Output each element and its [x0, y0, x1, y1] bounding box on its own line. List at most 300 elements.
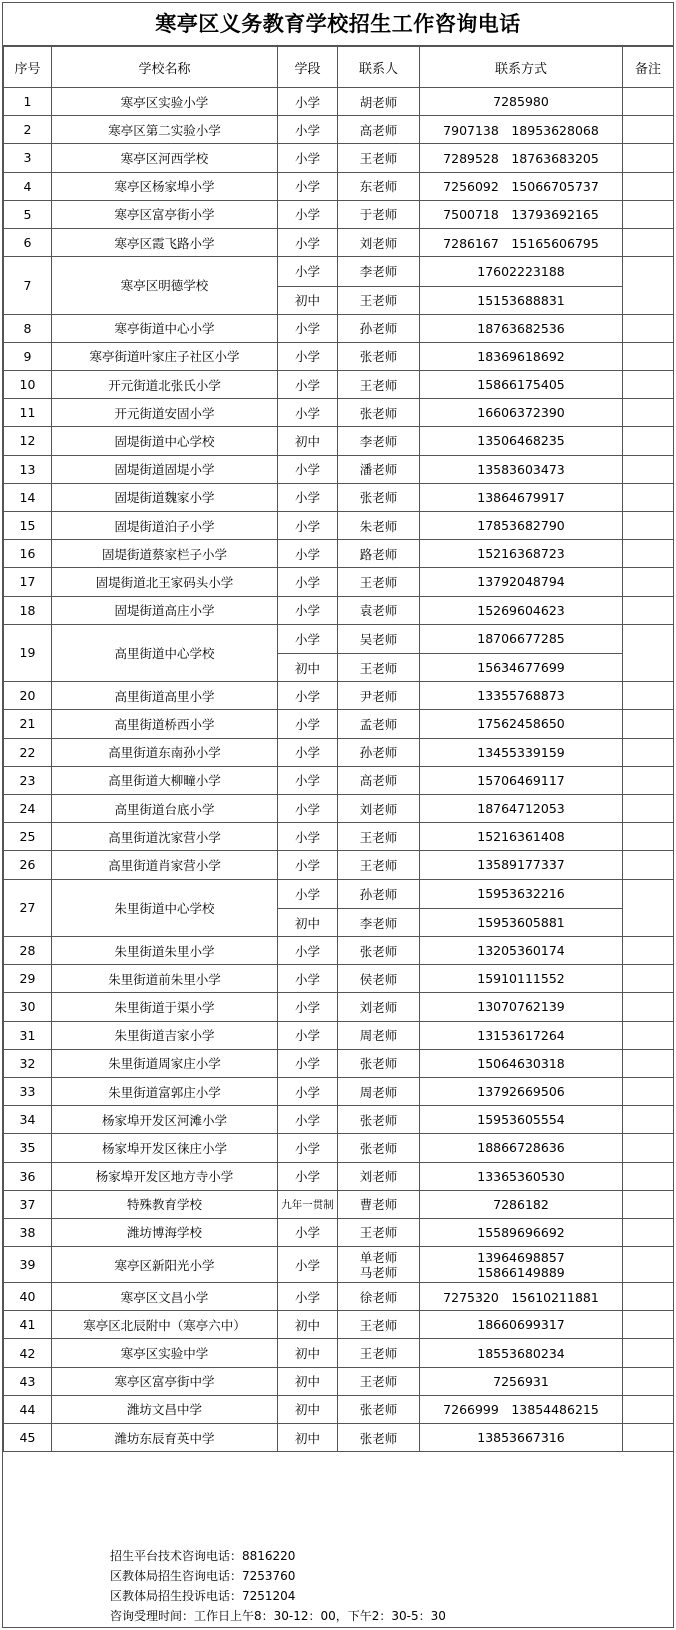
contact-person: 张老师: [338, 1424, 420, 1452]
remark: [623, 511, 674, 539]
contact-phone: 15064630318: [420, 1049, 623, 1077]
table-row: [4, 88, 674, 116]
school-name: 高里街道东南孙小学: [52, 738, 278, 766]
table-row: [4, 1339, 674, 1367]
remark: [623, 483, 674, 511]
contact-phone: 15866175405: [420, 371, 623, 399]
contact-phone: 13070762139: [420, 993, 623, 1021]
remark: [623, 1190, 674, 1218]
footer-line: 咨询受理时间：工作日上午8：30-12：00，下午2：30-5：30: [110, 1609, 446, 1623]
remark: [623, 257, 674, 315]
page-title: 寒亭区义务教育学校招生工作咨询电话: [3, 3, 673, 46]
contact-person: 张老师: [338, 399, 420, 427]
table-row: [4, 342, 674, 370]
contact-person: 张老师: [338, 937, 420, 965]
remark: [623, 965, 674, 993]
school-stage: 小学: [278, 116, 338, 144]
school-name: 固堤街道固堤小学: [52, 455, 278, 483]
school-stage: 小学: [278, 624, 338, 654]
school-stage: 小学: [278, 511, 338, 539]
contact-person: 曹老师: [338, 1190, 420, 1218]
school-stage: 小学: [278, 88, 338, 116]
school-stage: 初中: [278, 1395, 338, 1423]
remark: [623, 596, 674, 624]
row-number: 23: [4, 766, 52, 794]
school-name: 寒亭街道中心小学: [52, 314, 278, 342]
table-row: [4, 483, 674, 511]
school-name: 固堤街道北王家码头小学: [52, 568, 278, 596]
contact-person: 王老师: [338, 851, 420, 879]
school-name: 寒亭区河西学校: [52, 144, 278, 172]
row-number: 11: [4, 399, 52, 427]
table-row: [4, 371, 674, 399]
footer-line: 招生平台技术咨询电话：8816220: [110, 1549, 296, 1563]
school-stage: 初中: [278, 1367, 338, 1395]
remark: [623, 314, 674, 342]
contact-phone: 7907138 18953628068: [420, 116, 623, 144]
column-header-no: 序号: [4, 47, 52, 88]
table-row: [4, 427, 674, 455]
row-number: 6: [4, 228, 52, 256]
table-row: [4, 1247, 674, 1283]
contact-phone-line: 13964698857: [477, 1249, 565, 1265]
table-row: [4, 1311, 674, 1339]
school-stage: 小学: [278, 851, 338, 879]
contact-phone: 18866728636: [420, 1134, 623, 1162]
contact-person: 李老师: [338, 257, 420, 287]
contact-phone: 13455339159: [420, 738, 623, 766]
remark: [623, 710, 674, 738]
contact-phone: 17602223188: [420, 257, 623, 287]
school-name: 潍坊东辰育英中学: [52, 1424, 278, 1452]
row-number: 33: [4, 1077, 52, 1105]
contact-person: 张老师: [338, 1395, 420, 1423]
school-name: 朱里街道朱里小学: [52, 937, 278, 965]
remark: [623, 766, 674, 794]
contact-person-line: 马老师: [359, 1264, 398, 1280]
table-row: [4, 116, 674, 144]
school-stage: 初中: [278, 1424, 338, 1452]
row-number: 9: [4, 342, 52, 370]
table-row: [4, 879, 674, 909]
school-name: 高里街道中心学校: [52, 624, 278, 682]
contact-person: 刘老师: [338, 1162, 420, 1190]
school-name: 寒亭区实验中学: [52, 1339, 278, 1367]
contact-person: 侯老师: [338, 965, 420, 993]
contact-person: 刘老师: [338, 794, 420, 822]
table-row: [4, 399, 674, 427]
table-row: [4, 1395, 674, 1423]
remark: [623, 342, 674, 370]
row-number: 8: [4, 314, 52, 342]
table-row: [4, 596, 674, 624]
school-name: 高里街道肖家营小学: [52, 851, 278, 879]
table-row: [4, 965, 674, 993]
school-name: 寒亭区明德学校: [52, 257, 278, 315]
remark: [623, 993, 674, 1021]
table-row: [4, 794, 674, 822]
table-row: [4, 1106, 674, 1134]
school-name: 潍坊文昌中学: [52, 1395, 278, 1423]
contact-phone: 15706469117: [420, 766, 623, 794]
remark: [623, 172, 674, 200]
contact-phone: 15953605881: [420, 909, 623, 937]
footer-line: 区教体局招生咨询电话：7253760: [110, 1569, 296, 1583]
school-stage: 小学: [278, 794, 338, 822]
row-number: 43: [4, 1367, 52, 1395]
table-row: [4, 455, 674, 483]
remark: [623, 879, 674, 937]
contact-person-line: 单老师: [359, 1249, 398, 1265]
table-row: [4, 257, 674, 287]
school-name: 寒亭街道叶家庄子社区小学: [52, 342, 278, 370]
table-row: [4, 144, 674, 172]
contact-phone: 7256092 15066705737: [420, 172, 623, 200]
school-stage: 小学: [278, 937, 338, 965]
school-name: 寒亭区文昌小学: [52, 1283, 278, 1311]
table-row: [4, 228, 674, 256]
row-number: 42: [4, 1339, 52, 1367]
row-number: 10: [4, 371, 52, 399]
contact-phone: 15153688831: [420, 286, 623, 314]
table-body: [4, 88, 674, 1452]
school-name: 杨家埠开发区地方寺小学: [52, 1162, 278, 1190]
row-number: 7: [4, 257, 52, 315]
school-stage: 小学: [278, 455, 338, 483]
table-row: [4, 1424, 674, 1452]
school-stage: 小学: [278, 342, 338, 370]
table-row: [4, 568, 674, 596]
row-number: 14: [4, 483, 52, 511]
contact-phone: 18706677285: [420, 624, 623, 654]
contact-person: 胡老师: [338, 88, 420, 116]
school-stage: 小学: [278, 200, 338, 228]
contact-person: 吴老师: [338, 624, 420, 654]
table-row: [4, 1049, 674, 1077]
school-stage: 小学: [278, 172, 338, 200]
row-number: 13: [4, 455, 52, 483]
contact-person: 高老师: [338, 116, 420, 144]
contact-person: 尹老师: [338, 682, 420, 710]
row-number: 40: [4, 1283, 52, 1311]
remark: [623, 228, 674, 256]
row-number: 37: [4, 1190, 52, 1218]
row-number: 25: [4, 823, 52, 851]
table-row: [4, 823, 674, 851]
school-name: 朱里街道富郭庄小学: [52, 1077, 278, 1105]
contact-phone: 15216368723: [420, 540, 623, 568]
remark: [623, 371, 674, 399]
school-stage: 小学: [278, 682, 338, 710]
school-stage: 小学: [278, 993, 338, 1021]
school-name: 寒亭区北辰附中（寒亭六中）: [52, 1311, 278, 1339]
school-stage: 小学: [278, 399, 338, 427]
contact-phone: 15269604623: [420, 596, 623, 624]
school-stage: 小学: [278, 144, 338, 172]
column-header-contact: 联系人: [338, 47, 420, 88]
school-stage: 小学: [278, 228, 338, 256]
column-header-phone: 联系方式: [420, 47, 623, 88]
table-row: [4, 314, 674, 342]
row-number: 15: [4, 511, 52, 539]
remark: [623, 1424, 674, 1452]
row-number: 36: [4, 1162, 52, 1190]
contact-person: 刘老师: [338, 993, 420, 1021]
remark: [623, 399, 674, 427]
row-number: 26: [4, 851, 52, 879]
contact-phone: 13355768873: [420, 682, 623, 710]
school-stage: 初中: [278, 1339, 338, 1367]
row-number: 34: [4, 1106, 52, 1134]
column-header-school: 学校名称: [52, 47, 278, 88]
row-number: 1: [4, 88, 52, 116]
row-number: 28: [4, 937, 52, 965]
contact-person: 王老师: [338, 1311, 420, 1339]
remark: [623, 1339, 674, 1367]
school-stage: 九年一贯制: [278, 1190, 338, 1218]
school-name: 寒亭区霞飞路小学: [52, 228, 278, 256]
row-number: 16: [4, 540, 52, 568]
contact-phone: 13506468235: [420, 427, 623, 455]
contact-person: 孙老师: [338, 738, 420, 766]
school-name: 寒亭区杨家埠小学: [52, 172, 278, 200]
table-row: [4, 937, 674, 965]
school-stage: 小学: [278, 710, 338, 738]
school-stage: 小学: [278, 738, 338, 766]
remark: [623, 1311, 674, 1339]
school-stage: 小学: [278, 1021, 338, 1049]
remark: [623, 794, 674, 822]
contact-person: 周老师: [338, 1021, 420, 1049]
school-stage: 小学: [278, 1077, 338, 1105]
row-number: 30: [4, 993, 52, 1021]
school-name: 特殊教育学校: [52, 1190, 278, 1218]
school-name: 高里街道沈家营小学: [52, 823, 278, 851]
remark: [623, 427, 674, 455]
school-stage: 小学: [278, 1283, 338, 1311]
table-row: [4, 200, 674, 228]
contact-phone: 7266999 13854486215: [420, 1395, 623, 1423]
contact-person: 袁老师: [338, 596, 420, 624]
remark: [623, 1283, 674, 1311]
table-row: [4, 851, 674, 879]
row-number: 27: [4, 879, 52, 937]
contact-person: 刘老师: [338, 228, 420, 256]
remark: [623, 1106, 674, 1134]
row-number: 21: [4, 710, 52, 738]
remark: [623, 1367, 674, 1395]
school-name: 固堤街道魏家小学: [52, 483, 278, 511]
school-name: 高里街道大柳疃小学: [52, 766, 278, 794]
contact-phone-line: 15866149889: [477, 1264, 565, 1280]
row-number: 18: [4, 596, 52, 624]
table-row: [4, 1218, 674, 1246]
school-stage: 小学: [278, 257, 338, 287]
row-number: 41: [4, 1311, 52, 1339]
school-stage: 小学: [278, 1049, 338, 1077]
contact-person: 王老师: [338, 286, 420, 314]
school-name: 朱里街道前朱里小学: [52, 965, 278, 993]
row-number: 3: [4, 144, 52, 172]
school-stage: 小学: [278, 1247, 338, 1283]
contact-person: 王老师: [338, 144, 420, 172]
table-row: [4, 993, 674, 1021]
contact-phone: 15910111552: [420, 965, 623, 993]
row-number: 22: [4, 738, 52, 766]
row-number: 31: [4, 1021, 52, 1049]
school-stage: 小学: [278, 371, 338, 399]
column-header-stage: 学段: [278, 47, 338, 88]
school-name: 朱里街道周家庄小学: [52, 1049, 278, 1077]
row-number: 38: [4, 1218, 52, 1246]
remark: [623, 1049, 674, 1077]
remark: [623, 1021, 674, 1049]
column-header-remark: 备注: [623, 47, 674, 88]
table-row: [4, 1190, 674, 1218]
school-stage: 小学: [278, 766, 338, 794]
table-row: [4, 710, 674, 738]
contact-person: 孟老师: [338, 710, 420, 738]
contact-phone: 13589177337: [420, 851, 623, 879]
remark: [623, 540, 674, 568]
school-name: 杨家埠开发区河滩小学: [52, 1106, 278, 1134]
row-number: 32: [4, 1049, 52, 1077]
footer-notes: [110, 1546, 446, 1626]
row-number: 4: [4, 172, 52, 200]
school-stage: 小学: [278, 823, 338, 851]
row-number: 24: [4, 794, 52, 822]
contact-person: 张老师: [338, 1106, 420, 1134]
contact-person: 王老师: [338, 823, 420, 851]
school-name: 固堤街道蔡家栏子小学: [52, 540, 278, 568]
remark: [623, 568, 674, 596]
school-stage: 小学: [278, 965, 338, 993]
school-stage: 小学: [278, 568, 338, 596]
remark: [623, 738, 674, 766]
school-stage: 初中: [278, 427, 338, 455]
contact-phone: 13864679917: [420, 483, 623, 511]
contact-person: 路老师: [338, 540, 420, 568]
school-stage: 初中: [278, 1311, 338, 1339]
school-name: 高里街道台底小学: [52, 794, 278, 822]
contact-phone: 13853667316: [420, 1424, 623, 1452]
row-number: 20: [4, 682, 52, 710]
row-number: 12: [4, 427, 52, 455]
row-number: 44: [4, 1395, 52, 1423]
contact-phone: 15589696692: [420, 1218, 623, 1246]
remark: [623, 823, 674, 851]
remark: [623, 937, 674, 965]
table-row: [4, 540, 674, 568]
contact-person: 王老师: [338, 654, 420, 682]
contact-phone: 17853682790: [420, 511, 623, 539]
school-stage: 小学: [278, 540, 338, 568]
contact-person: 王老师: [338, 1367, 420, 1395]
contact-phone: 7286182: [420, 1190, 623, 1218]
contact-person: 王老师: [338, 371, 420, 399]
contact-person: 张老师: [338, 1049, 420, 1077]
remark: [623, 1247, 674, 1283]
remark: [623, 1218, 674, 1246]
contact-person: 张老师: [338, 483, 420, 511]
school-name: 朱里街道于渠小学: [52, 993, 278, 1021]
contact-phone: 18369618692: [420, 342, 623, 370]
school-stage: 小学: [278, 879, 338, 909]
school-name: 固堤街道中心学校: [52, 427, 278, 455]
row-number: 5: [4, 200, 52, 228]
contact-phone: 17562458650: [420, 710, 623, 738]
contact-phone: 7256931: [420, 1367, 623, 1395]
contact-phone: 7289528 18763683205: [420, 144, 623, 172]
school-name: 朱里街道中心学校: [52, 879, 278, 937]
contact-person: 高老师: [338, 766, 420, 794]
remark: [623, 455, 674, 483]
remark: [623, 1162, 674, 1190]
school-name: 寒亭区富亭街中学: [52, 1367, 278, 1395]
school-name: 高里街道桥西小学: [52, 710, 278, 738]
contact-phone: 13792048794: [420, 568, 623, 596]
contact-person: 周老师: [338, 1077, 420, 1105]
contact-person: 孙老师: [338, 314, 420, 342]
school-name: 潍坊博海学校: [52, 1218, 278, 1246]
school-name: 杨家埠开发区徕庄小学: [52, 1134, 278, 1162]
table-row: [4, 1021, 674, 1049]
remark: [623, 682, 674, 710]
contact-phone: 13583603473: [420, 455, 623, 483]
contact-person: 于老师: [338, 200, 420, 228]
contact-person: 王老师: [338, 1339, 420, 1367]
contact-person: 张老师: [338, 342, 420, 370]
remark: [623, 624, 674, 682]
contact-phone: 18764712053: [420, 794, 623, 822]
table-row: [4, 738, 674, 766]
contact-phone: 18553680234: [420, 1339, 623, 1367]
contact-person: 孙老师: [338, 879, 420, 909]
table-row: [4, 1077, 674, 1105]
school-stage: 小学: [278, 1218, 338, 1246]
contact-phone: 13205360174: [420, 937, 623, 965]
contact-phone: [420, 1247, 623, 1283]
contact-phone: 15953605554: [420, 1106, 623, 1134]
school-name: 固堤街道高庄小学: [52, 596, 278, 624]
contact-phone: 15953632216: [420, 879, 623, 909]
table-row: [4, 1283, 674, 1311]
remark: [623, 144, 674, 172]
contact-phone: 7285980: [420, 88, 623, 116]
school-stage: 初中: [278, 654, 338, 682]
contact-person: 东老师: [338, 172, 420, 200]
contact-phone: 13365360530: [420, 1162, 623, 1190]
school-stage: 初中: [278, 909, 338, 937]
contact-phone: 15216361408: [420, 823, 623, 851]
school-stage: 小学: [278, 596, 338, 624]
contact-phone: 13792669506: [420, 1077, 623, 1105]
contact-phone: 18660699317: [420, 1311, 623, 1339]
contact-sheet: [2, 2, 674, 1628]
contact-person: 张老师: [338, 1134, 420, 1162]
footer-line: 区教体局招生投诉电话：7251204: [110, 1589, 296, 1603]
contact-person: 朱老师: [338, 511, 420, 539]
contact-person: 徐老师: [338, 1283, 420, 1311]
table-row: [4, 1367, 674, 1395]
remark: [623, 1134, 674, 1162]
table-row: [4, 682, 674, 710]
row-number: 29: [4, 965, 52, 993]
contact-phone: 7500718 13793692165: [420, 200, 623, 228]
remark: [623, 116, 674, 144]
contact-phone: 7275320 15610211881: [420, 1283, 623, 1311]
table-row: [4, 1134, 674, 1162]
